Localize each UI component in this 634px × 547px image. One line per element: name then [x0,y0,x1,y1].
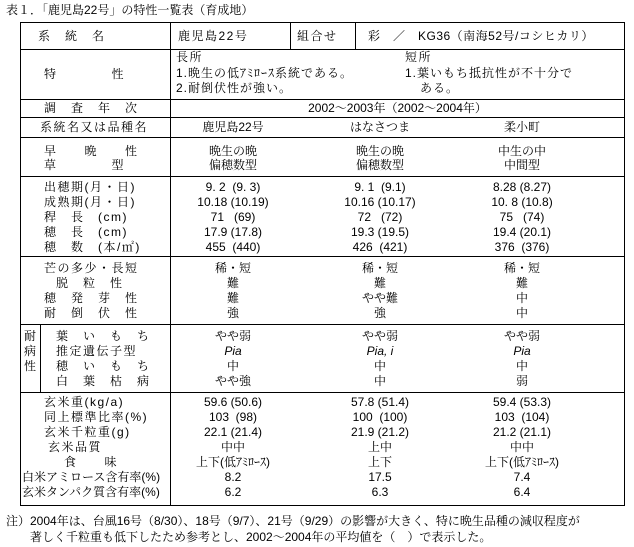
row-label-heading-date: 出穂期(月・日) [44,180,136,194]
row-label-panicle-blast: 穂 い も ち [56,359,151,373]
row-label-leaf-blast: 葉 い も ち [56,329,151,343]
value-maturity-date-hanasatsuma: 10.16 (10.17) [344,195,416,209]
table-rule [290,22,291,49]
value-yield-ratio-yawarakomachi: 103 (104) [494,410,550,424]
value-panicle-length-kagoshima22: 17.9 (17.8) [203,225,263,239]
variety-name-kagoshima22: 鹿児島22号 [202,120,264,134]
row-label-amylose-content: 白米アミロース含有率(%) [22,470,161,484]
row-label-resistance-gene: 推定遺伝子型 [56,344,138,358]
value-eating-quality-kagoshima22: 上下(低ｱﾐﾛｰｽ) [196,455,270,469]
merit-item: 1.晩生の低ｱﾐﾛｰｽ系統である。 [176,66,354,80]
line-name-label: 系 統 名 [38,29,106,43]
value-heading-date-yawarakomachi: 8.28 (8.27) [492,180,552,194]
value-bacterial-blight-yawarakomachi: 弱 [515,374,528,388]
value-panicle-blast-yawarakomachi: 中 [515,359,528,373]
table-rule [20,176,625,177]
value-yield-kagoshima22: 59.6 (50.6) [203,395,263,409]
table-rule [20,117,625,118]
value-panicle-length-hanasatsuma: 19.3 (19.5) [350,225,410,239]
table-rule [20,99,625,100]
cross-label: 組合せ [297,29,338,43]
value-maturity-date-kagoshima22: 10.18 (10.19) [197,195,269,209]
value-earliness-kagoshima22: 晩生の晩 [208,144,257,158]
value-amylose-hanasatsuma: 17.5 [368,470,392,484]
table-rule [20,324,625,325]
variety-name-yawarakomachi: 柔小町 [503,120,540,134]
demerits-heading: 短所 [405,50,433,64]
value-panicle-number-kagoshima22: 455 (440) [205,240,261,254]
merits-heading: 長所 [176,50,204,64]
variety-name-hanasatsuma: はなさつま [349,120,410,134]
row-label-protein-content: 玄米タンパク質含有率(%) [22,485,160,499]
table-title: 表１．「鹿児島22号」の特性一覧表（育成地） [6,3,254,17]
table-rule [20,49,625,50]
value-eating-quality-yawarakomachi: 上下(低ｱﾐﾛｰｽ) [485,455,559,469]
row-label-grain-quality: 玄米品質 [48,440,103,454]
row-label-plant-type: 草 型 [44,158,126,172]
value-sprouting-kagoshima22: 難 [226,291,239,305]
row-label-panicle-number: 穂 数 (本/㎡) [44,240,141,254]
survey-years-value: 2002～2003年（2002～2004年） [308,101,487,115]
value-eating-quality-hanasatsuma: 上下 [367,455,392,469]
value-panicle-blast-hanasatsuma: 中 [373,359,386,373]
value-bacterial-blight-hanasatsuma: 中 [373,374,386,388]
value-protein-yawarakomachi: 6.4 [513,485,531,499]
value-yield-yawarakomachi: 59.4 (53.3) [492,395,552,409]
value-bacterial-blight-kagoshima22: やや強 [214,374,251,388]
value-culm-length-yawarakomachi: 75 (74) [499,210,545,224]
row-label-earliness: 早 晩 性 [44,144,139,158]
value-resistance-gene-hanasatsuma: Pia, i [366,344,394,358]
value-leaf-blast-hanasatsuma: やや弱 [361,329,398,343]
value-heading-date-kagoshima22: 9. 2 (9. 3) [205,180,261,194]
value-shattering-kagoshima22: 難 [226,276,239,290]
value-shattering-hanasatsuma: 難 [373,276,386,290]
row-label-shattering: 脱 粒 性 [56,276,124,290]
footnote-line: 著しく千粒重も低下したため参考とし、2002～2004年の平均値を（ ）で表示した。 [30,530,492,544]
value-plant-type-yawarakomachi: 中間型 [503,158,540,172]
survey-years-label: 調 査 年 次 [44,101,139,115]
line-name-value: 鹿児島22号 [178,29,249,43]
row-label-bacterial-blight: 白 葉 枯 病 [56,374,151,388]
demerit-item: ある。 [420,81,460,95]
row-label-eating-quality: 食 味 [64,455,119,469]
value-grain-weight-kagoshima22: 22.1 (21.4) [203,425,263,439]
value-lodging-kagoshima22: 強 [226,306,239,320]
value-awn-yawarakomachi: 稀・短 [503,261,540,275]
value-resistance-gene-yawarakomachi: Pia [513,344,531,358]
value-yield-hanasatsuma: 57.8 (51.4) [350,395,410,409]
footnote-line: 注）2004年は、台風16号（8/30）、18号（9/7）、21号（9/29）の影響が大きく、特に晩生品種の減収程度が [6,514,580,528]
table-rule [20,256,625,257]
table-rule [20,392,625,393]
disease-group-label: 性 [23,359,36,373]
value-maturity-date-yawarakomachi: 10. 8 (10.8) [491,195,553,209]
value-panicle-number-hanasatsuma: 426 (421) [352,240,408,254]
table-rule [40,324,41,392]
value-panicle-number-yawarakomachi: 376 (376) [494,240,550,254]
value-leaf-blast-kagoshima22: やや弱 [214,329,251,343]
disease-group-label: 病 [23,344,36,358]
disease-group-label: 耐 [23,329,36,343]
value-plant-type-kagoshima22: 偏穂数型 [208,158,257,172]
value-grain-quality-kagoshima22: 中中 [220,440,245,454]
value-yield-ratio-hanasatsuma: 100 (100) [352,410,408,424]
value-culm-length-hanasatsuma: 72 (72) [357,210,403,224]
value-amylose-kagoshima22: 8.2 [224,470,242,484]
value-sprouting-hanasatsuma: やや難 [361,291,398,305]
merit-item: 2.耐倒伏性が強い。 [176,81,293,95]
value-culm-length-kagoshima22: 71 (69) [210,210,256,224]
row-label-awn: 芒の多少・長短 [44,261,139,275]
value-grain-weight-yawarakomachi: 21.2 (21.1) [492,425,552,439]
value-grain-weight-hanasatsuma: 21.9 (21.2) [350,425,410,439]
characteristics-label: 特 性 [44,67,126,81]
row-label-panicle-length: 穂 長 (cm) [44,225,128,239]
variety-name-label: 系統名又は品種名 [40,120,149,134]
row-label-pre-harvest-sprouting: 穂 発 芽 性 [44,291,139,305]
table-rule [355,22,356,49]
value-awn-hanasatsuma: 稀・短 [361,261,398,275]
value-yield-ratio-kagoshima22: 103 (98) [208,410,258,424]
value-grain-quality-yawarakomachi: 中中 [509,440,534,454]
value-lodging-yawarakomachi: 中 [515,306,528,320]
value-plant-type-hanasatsuma: 偏穂数型 [355,158,404,172]
row-label-yield-ratio: 同上標準比率(%) [44,410,149,424]
value-leaf-blast-yawarakomachi: やや弱 [503,329,540,343]
cross-value: 彩 ／ KG36（南海52号/コシヒカリ） [368,29,594,43]
value-earliness-hanasatsuma: 晩生の晩 [355,144,404,158]
value-sprouting-yawarakomachi: 中 [515,291,528,305]
table-rule [20,137,625,138]
value-panicle-length-yawarakomachi: 19.4 (20.1) [492,225,552,239]
value-grain-quality-hanasatsuma: 上中 [367,440,392,454]
row-label-thousand-grain-weight: 玄米千粒重(g) [44,425,131,439]
value-protein-kagoshima22: 6.2 [224,485,242,499]
row-label-maturity-date: 成熟期(月・日) [44,195,136,209]
value-protein-hanasatsuma: 6.3 [371,485,389,499]
value-awn-kagoshima22: 稀・短 [214,261,251,275]
row-label-culm-length: 稈 長 (cm) [44,210,128,224]
value-earliness-yawarakomachi: 中生の中 [497,144,546,158]
value-amylose-yawarakomachi: 7.4 [513,470,531,484]
value-shattering-yawarakomachi: 難 [515,276,528,290]
value-resistance-gene-kagoshima22: Pia [224,344,242,358]
value-heading-date-hanasatsuma: 9. 1 (9.1) [354,180,406,194]
row-label-lodging-resistance: 耐 倒 伏 性 [44,306,139,320]
value-lodging-hanasatsuma: 強 [373,306,386,320]
demerit-item: 1.葉いもち抵抗性が不十分で [405,66,574,80]
row-label-brown-rice-yield: 玄米重(kg/a) [44,395,125,409]
value-panicle-blast-kagoshima22: 中 [226,359,239,373]
